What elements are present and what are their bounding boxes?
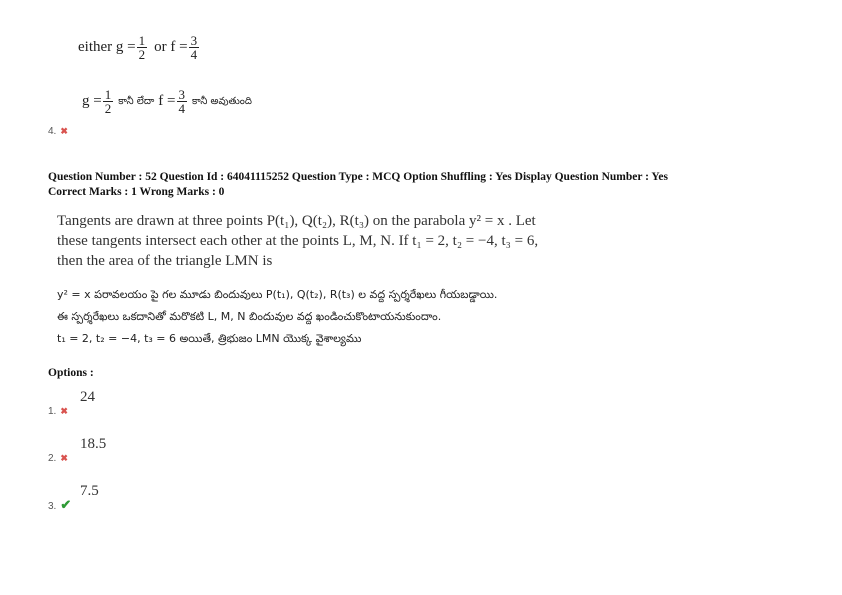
wrong-icon: ✖ (60, 406, 68, 416)
question-text-english (57, 211, 617, 271)
question-en-line3: then the area of the triangle LMN is (57, 253, 273, 269)
question-te-line2: ఈ స్పర్శరేఖలు ఒకదానితో మరొకటి L, M, N బిందువుల వద్ద ఖండించుకొంటాయనుకుందాం. (57, 310, 442, 323)
option-1-value[interactable]: 24 (80, 389, 95, 405)
prev-option-number: 4. (48, 126, 57, 137)
f-fraction: $\frac{3}{4}$ (190, 33, 198, 62)
question-text-telugu (57, 284, 657, 350)
prev-or-text: or f = (154, 39, 188, 55)
option-2-number: 2. (48, 453, 57, 464)
question-meta-line2: Correct Marks : 1 Wrong Marks : 0 (48, 186, 225, 198)
question-en-line1: Tangents are drawn at three points P(t₁), Q(t₂), R(t₃) on the parabola y² = x . Let (57, 213, 536, 229)
option-3-number: 3. (48, 501, 57, 512)
option-1-marker (48, 401, 68, 419)
f-fraction-te: $\frac{3}{4}$ (178, 87, 185, 116)
g-fraction: $\frac{1}{2}$ (138, 33, 146, 62)
prev-te-word1: కానీ లేదా (118, 95, 155, 107)
option-3-value[interactable]: 7.5 (80, 483, 99, 499)
question-meta-line1: Question Number : 52 Question Id : 64041115252 Question Type : MCQ Option Shuffling : Yes Display Question Number : Yes (48, 171, 669, 183)
wrong-icon: ✖ (60, 453, 68, 463)
prev-option-telugu (82, 88, 252, 115)
g-fraction-te: $\frac{1}{2}$ (104, 87, 112, 116)
question-te-line1: y² = x పరావలయం పై గల మూడు బిందువులు P(t₁), Q(t₂), R(t₃) ల వద్ద స్పర్శరేఖలు గీయబడ్డాయి. (57, 288, 498, 301)
prev-option-english (78, 34, 200, 61)
option-3-marker (48, 496, 71, 514)
question-te-line3: t₁ = 2, t₂ = −4, t₃ = 6 అయితే, త్రిభుజం LMN యొక్క వైశాల్యము (57, 332, 362, 345)
wrong-icon: ✖ (60, 126, 68, 136)
option-1-number: 1. (48, 406, 57, 417)
question-en-line2: these tangents intersect each other at the points L, M, N. If t₁ = 2, t₂ = −4, t₃ = 6, (57, 233, 539, 249)
prev-te-word2: కానీ అవుతుంది (192, 95, 252, 107)
prev-option-marker (48, 121, 68, 139)
prev-te-g: g = (82, 93, 102, 109)
prev-either-text: either g = (78, 39, 136, 55)
option-2-value[interactable]: 18.5 (80, 436, 107, 452)
correct-check-icon: ✔ (60, 497, 72, 512)
option-2-marker (48, 448, 68, 466)
prev-te-f: f = (158, 93, 176, 109)
options-label: Options : (48, 367, 94, 379)
